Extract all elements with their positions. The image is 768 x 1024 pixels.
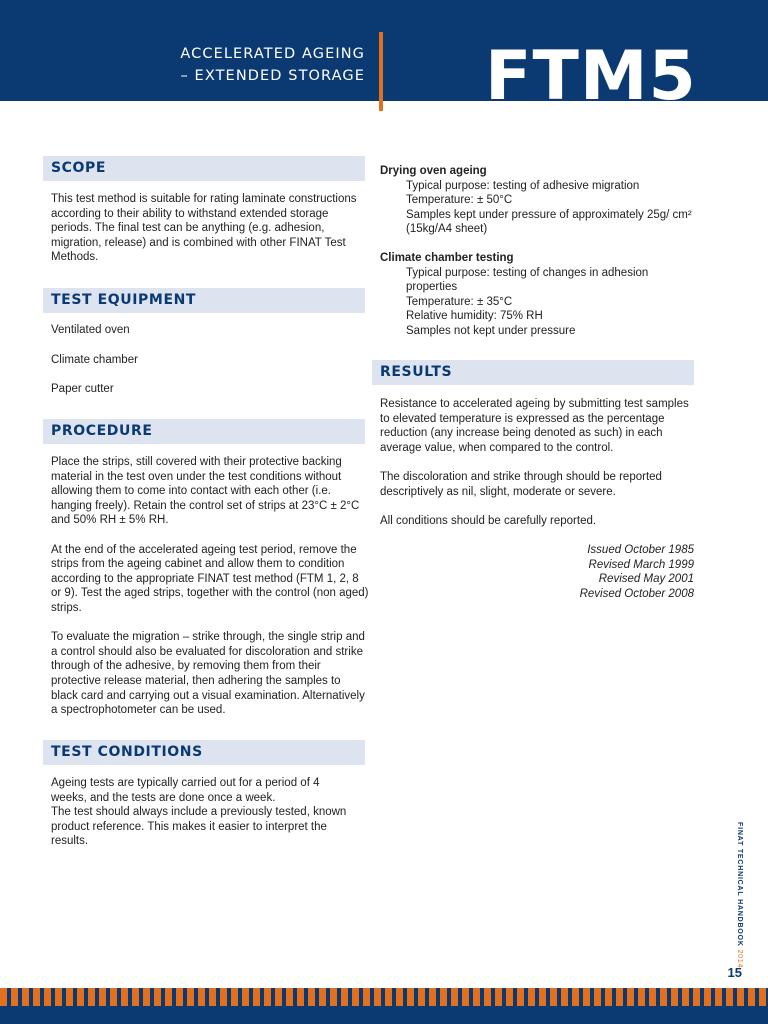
drying-oven-line: Typical purpose: testing of adhesive migration (406, 179, 640, 192)
procedure-text (51, 455, 369, 718)
drying-oven-line: Samples kept under pressure of approximately 25g/ cm² (15kg/A4 sheet) (406, 208, 692, 236)
procedure-paragraph: At the end of the accelerated ageing test period, remove the strips from the ageing cabinet and allow them to condition according to the appropriate FINAT test method (FTM 1, 2, 8 or 9). Test the aged strips, together with the control (non aged) strips. (51, 543, 369, 614)
header-divider (379, 32, 383, 111)
scope-heading: SCOPE (43, 156, 365, 181)
climate-chamber-block (380, 251, 695, 339)
footer-dash-pattern (0, 988, 768, 1006)
page-number: 15 (727, 965, 742, 980)
results-paragraph: The discoloration and strike through should be reported descriptively as nil, slight, moderate or severe. (380, 470, 662, 498)
equipment-item: Ventilated oven (51, 324, 130, 336)
climate-chamber-line: Samples not kept under pressure (406, 324, 576, 337)
revision-entry: Revised March 1999 (588, 558, 694, 571)
equipment-list (51, 323, 357, 397)
handbook-side-label (731, 822, 743, 969)
conditions-heading: TEST CONDITIONS (43, 740, 365, 765)
handbook-name: FINAT TECHNICAL HANDBOOK (736, 822, 743, 947)
equipment-item: Paper cutter (51, 383, 114, 396)
procedure-heading: PROCEDURE (43, 419, 365, 444)
conditions-paragraph: The test should always include a previously tested, known product reference. This makes it easier to interpret the results. (51, 806, 347, 848)
handbook-year: 2014 (736, 949, 743, 969)
equipment-item: Climate chamber (51, 353, 138, 366)
scope-text (51, 192, 357, 265)
conditions-paragraph: Ageing tests are typically carried out for a period of 4 weeks, and the tests are done once a week. (51, 777, 320, 804)
revision-history (480, 543, 694, 601)
revision-entry: Issued October 1985 (587, 544, 694, 556)
climate-chamber-line: Temperature: ± 35°C (406, 295, 513, 308)
conditions-text (51, 776, 357, 849)
revision-entry: Revised May 2001 (598, 573, 694, 586)
equipment-heading: TEST EQUIPMENT (43, 288, 365, 313)
results-heading: RESULTS (372, 360, 694, 385)
procedure-paragraph: Place the strips, still covered with their protective backing material in the test oven under the test conditions without allowing them to come into contact with each other (i.e. hanging freely). Retain the control set of strips at 23°C ± 2°C and 50% RH ± 5% RH. (51, 456, 360, 527)
drying-oven-heading: Drying oven ageing (380, 165, 487, 177)
climate-chamber-heading: Climate chamber testing (380, 252, 514, 264)
results-text (380, 397, 698, 528)
page-header (0, 0, 768, 116)
footer-band (0, 988, 768, 1024)
drying-oven-line: Temperature: ± 50°C (406, 194, 513, 207)
results-paragraph: All conditions should be carefully reported. (380, 514, 597, 527)
scope-paragraph: This test method is suitable for rating laminate constructions according to their ability to withstand extended storage periods. The final test can be anything (e.g. adhesion, migration, release) and is combined with other FINAT Test Methods. (51, 193, 357, 264)
method-title-line-2: – EXTENDED STORAGE (180, 68, 365, 84)
method-code: FTM5 (485, 37, 697, 116)
climate-chamber-line: Typical purpose: testing of changes in adhesion properties (406, 266, 649, 294)
revision-entry: Revised October 2008 (579, 587, 694, 600)
footer-bar (0, 1006, 768, 1024)
procedure-paragraph: To evaluate the migration – strike through, the single strip and a control should also be evaluated for discoloration and strike through of the adhesive, by removing them from their protective release material, then adhering the samples to black card and carrying out a visual examination. Alternatively a spectrophotometer can be used. (51, 631, 365, 717)
results-paragraph: Resistance to accelerated ageing by submitting test samples to elevated temperature is expressed as the percentage reduction (any increase being denoted as such) in each average value, when compared to the control. (380, 398, 689, 454)
method-title (180, 43, 365, 87)
method-title-line-1: ACCELERATED AGEING (180, 46, 365, 62)
drying-oven-block (380, 164, 695, 237)
climate-chamber-line: Relative humidity: 75% RH (406, 310, 543, 323)
